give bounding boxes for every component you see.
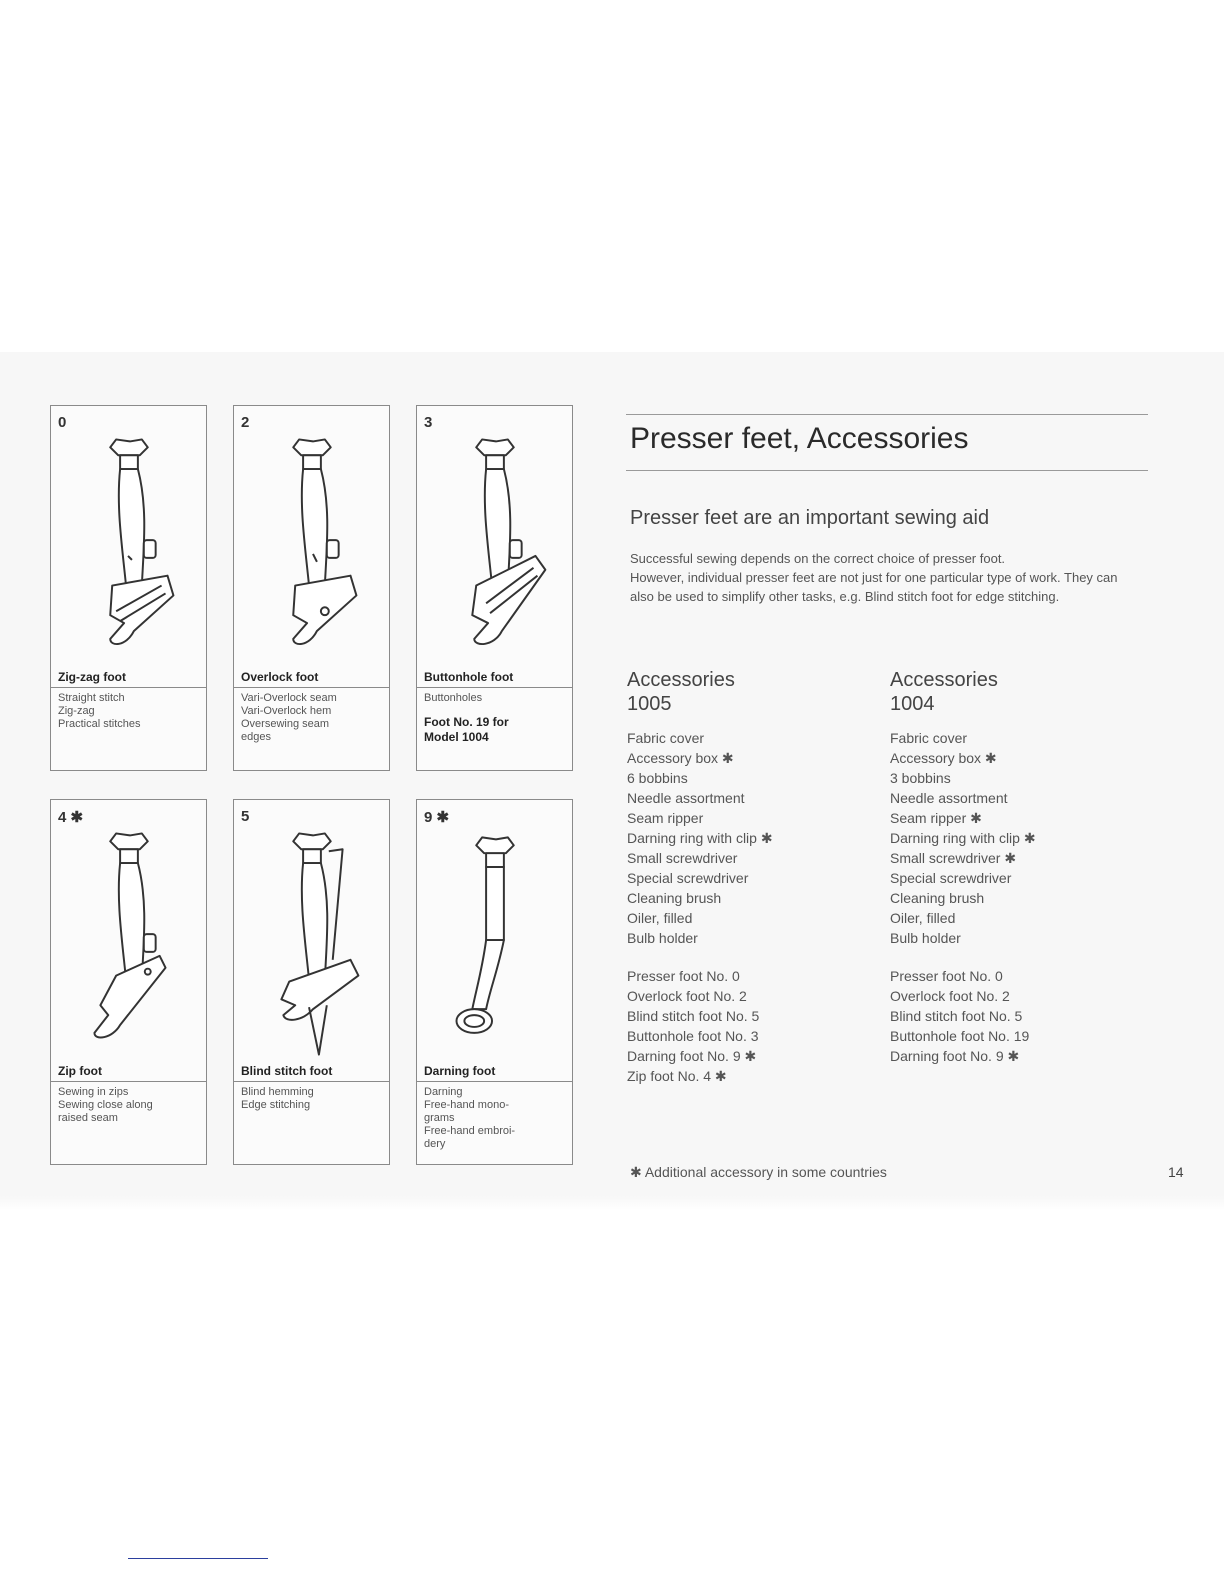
foot-title: Zig-zag foot — [51, 670, 206, 688]
foot-uses — [241, 692, 385, 744]
foot-use: Blind hemming — [241, 1086, 314, 1098]
link-underline[interactable] — [128, 1558, 268, 1559]
list-item: Cleaning brush — [627, 890, 722, 906]
foot-use: Zig-zag — [58, 705, 95, 717]
foot-use: Vari-Overlock seam — [241, 692, 337, 704]
foot-uses — [58, 692, 202, 731]
darning-foot-illustration — [417, 830, 572, 1060]
list-item: Darning ring with clip ✱ — [890, 830, 1036, 846]
foot-use: Practical stitches — [58, 718, 141, 730]
list-item: Darning foot No. 9 ✱ — [890, 1048, 1020, 1064]
foot-use: Darning — [424, 1086, 463, 1098]
foot-card-zip — [50, 799, 207, 1165]
list-item: 3 bobbins — [890, 770, 951, 786]
presser-foot-list — [627, 966, 877, 1086]
intro-paragraph: However, individual presser feet are not just for one particular type of work. They can also be used to simplify other tasks, e.g. Blind stitch foot for edge stitching. — [630, 570, 1118, 604]
presser-foot-list — [890, 966, 1140, 1066]
column-title-line: Accessories — [627, 669, 735, 691]
accessory-list — [627, 728, 877, 948]
foot-number: 9 ✱ — [424, 809, 450, 826]
foot-use: Sewing in zips — [58, 1086, 129, 1098]
section-subtitle: Presser feet are an important sewing aid — [630, 507, 990, 529]
column-model: 1004 — [890, 693, 935, 715]
column-title — [890, 668, 1140, 716]
foot-number: 0 — [58, 414, 67, 431]
foot-card-overlock — [233, 405, 390, 771]
list-item: Bulb holder — [890, 930, 961, 946]
foot-title: Buttonhole foot — [417, 670, 572, 688]
intro-paragraph: Successful sewing depends on the correct choice of presser foot. — [630, 551, 1006, 566]
foot-uses — [241, 1086, 385, 1112]
intro-text — [630, 549, 1130, 606]
footnote: ✱ Additional accessory in some countries — [630, 1164, 887, 1180]
list-item: Darning ring with clip ✱ — [627, 830, 773, 846]
foot-card-buttonhole — [416, 405, 573, 771]
zig-zag-foot-illustration — [51, 436, 206, 666]
list-item: Blind stitch foot No. 5 — [627, 1008, 760, 1024]
list-item: Accessory box ✱ — [890, 750, 997, 766]
buttonhole-foot-illustration — [417, 436, 572, 666]
foot-use: Free-hand embroi- dery — [424, 1125, 516, 1150]
list-item: Accessory box ✱ — [627, 750, 734, 766]
foot-number: 5 — [241, 808, 250, 825]
foot-use: Edge stitching — [241, 1099, 311, 1111]
list-item: Small screwdriver ✱ — [890, 850, 1017, 866]
foot-note: Foot No. 19 for Model 1004 — [424, 715, 509, 744]
list-item: Small screwdriver — [627, 850, 738, 866]
list-item: Presser foot No. 0 — [890, 968, 1003, 984]
list-item: Presser foot No. 0 — [627, 968, 740, 984]
list-item: Needle assortment — [890, 790, 1008, 806]
column-model: 1005 — [627, 693, 672, 715]
list-item: Oiler, filled — [627, 910, 693, 926]
foot-title: Darning foot — [417, 1064, 572, 1082]
page-title: Presser feet, Accessories — [630, 422, 969, 455]
foot-use: Oversewing seam edges — [241, 718, 330, 743]
foot-number: 4 ✱ — [58, 809, 84, 826]
list-item: Darning foot No. 9 ✱ — [627, 1048, 757, 1064]
list-item: Overlock foot No. 2 — [627, 988, 747, 1004]
list-item: Special screwdriver — [890, 870, 1012, 886]
list-item: 6 bobbins — [627, 770, 688, 786]
page-number: 14 — [1168, 1164, 1184, 1180]
list-item: Buttonhole foot No. 19 — [890, 1028, 1030, 1044]
foot-use: Free-hand mono- grams — [424, 1099, 509, 1124]
foot-uses — [424, 692, 568, 745]
list-item: Zip foot No. 4 ✱ — [627, 1068, 727, 1084]
accessories-1005 — [627, 668, 877, 1086]
list-item: Seam ripper ✱ — [890, 810, 982, 826]
list-item: Cleaning brush — [890, 890, 985, 906]
list-item: Special screwdriver — [627, 870, 749, 886]
blind-stitch-foot-illustration — [234, 830, 389, 1060]
column-title-line: Accessories — [890, 669, 998, 691]
heading-rule-top — [626, 414, 1148, 415]
foot-uses — [58, 1086, 202, 1125]
foot-use: Buttonholes — [424, 692, 483, 704]
zip-foot-illustration — [51, 830, 206, 1060]
foot-title: Zip foot — [51, 1064, 206, 1082]
foot-card-blind-stitch — [233, 799, 390, 1165]
foot-title: Blind stitch foot — [234, 1064, 389, 1082]
foot-use: Sewing close along raised seam — [58, 1099, 153, 1124]
foot-use: Vari-Overlock hem — [241, 705, 332, 717]
list-item: Bulb holder — [627, 930, 698, 946]
list-item: Buttonhole foot No. 3 — [627, 1028, 759, 1044]
foot-use: Straight stitch — [58, 692, 125, 704]
list-item: Fabric cover — [627, 730, 705, 746]
accessory-list — [890, 728, 1140, 948]
list-item: Oiler, filled — [890, 910, 956, 926]
list-item: Seam ripper — [627, 810, 704, 826]
list-item: Fabric cover — [890, 730, 968, 746]
foot-number: 2 — [241, 414, 250, 431]
column-title — [627, 668, 877, 716]
list-item: Overlock foot No. 2 — [890, 988, 1010, 1004]
foot-card-zig-zag — [50, 405, 207, 771]
foot-number: 3 — [424, 414, 433, 431]
foot-title: Overlock foot — [234, 670, 389, 688]
foot-uses — [424, 1086, 568, 1151]
list-item: Blind stitch foot No. 5 — [890, 1008, 1023, 1024]
foot-card-darning — [416, 799, 573, 1165]
overlock-foot-illustration — [234, 436, 389, 666]
heading-rule-bottom — [626, 470, 1148, 471]
list-item: Needle assortment — [627, 790, 745, 806]
accessories-1004 — [890, 668, 1140, 1066]
